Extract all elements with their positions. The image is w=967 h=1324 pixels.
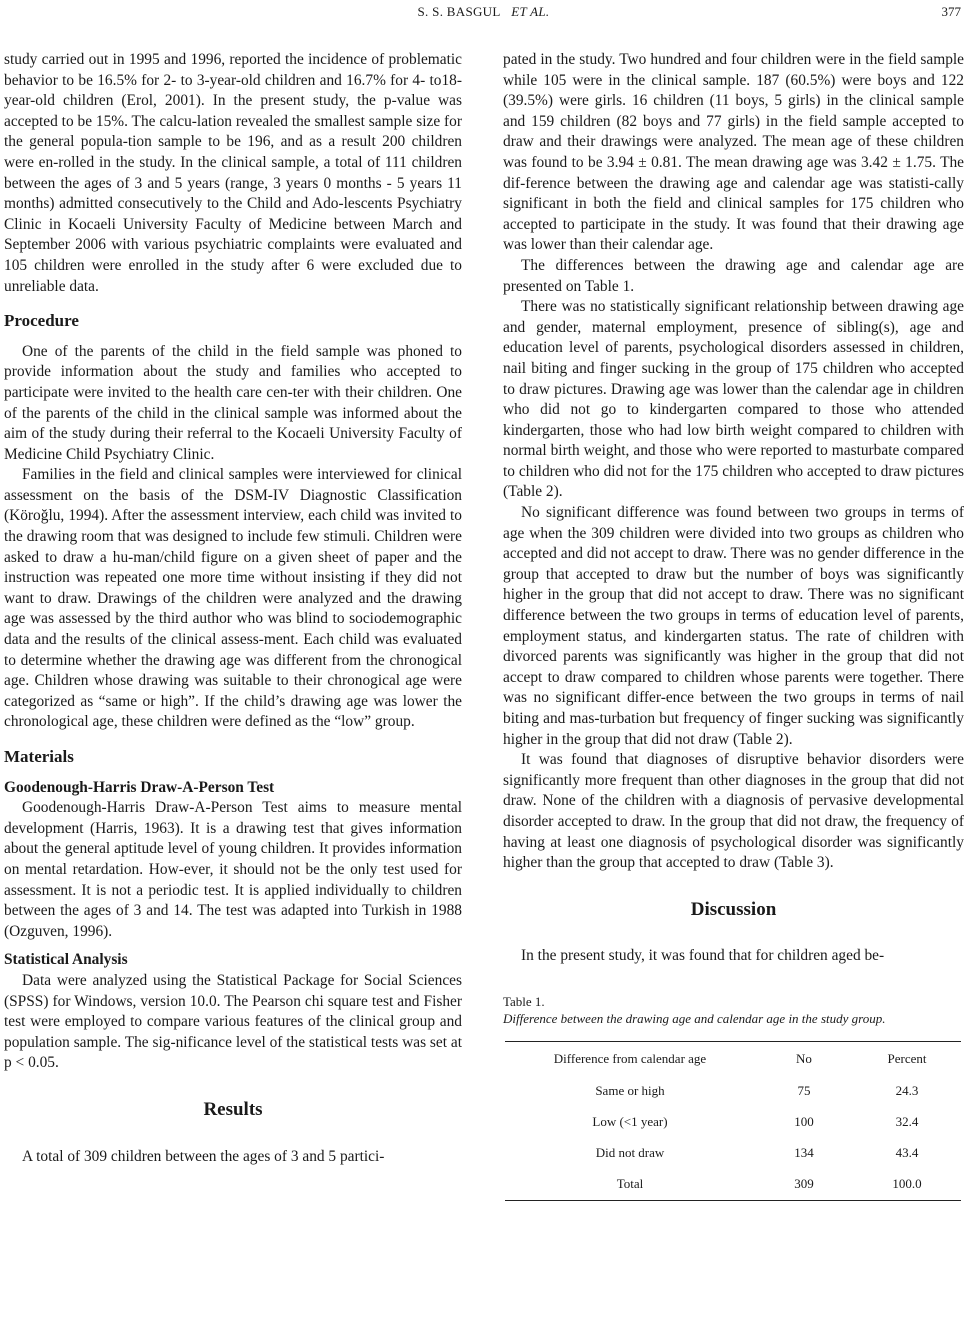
running-head-etal: ET AL. (511, 4, 550, 19)
paragraph: Families in the field and clinical samples were interviewed for clinical assessment on the basis of the DSM-IV Diagnostic Classification (Köroğlu, 1994). After the assessment interview, each child was invited to the drawing room that was designed to include few stimuli. Children were asked to draw a hu-man/child figure on a given sheet of paper and the instruction was repeated one more time without insisting if they did not want to draw. Drawings of the children were analyzed and the drawing age was assessed by the third author who was blind to sociodemographic data and the results of the clinical assess-ment. Each child was evaluated to determine whether the drawing age was different from the chronogical age. Children whose drawing was suitable to their chronogical age were categorized as “same or high”. If the child’s drawing age was lower the chronological age, these children were defined as the “low” group. (4, 466, 462, 731)
table-title: Difference between the drawing age and calendar age in the study group. (503, 1010, 886, 1026)
table-caption (503, 993, 964, 1027)
paragraph: Data were analyzed using the Statistical Package for Social Sciences (SPSS) for Windows, version 10.0. The Pearson chi square test and Fisher test were employed to compare various features of the clinical group and population sample. The sig-nificance level of the statistical tests was set at p < 0.05. (4, 971, 462, 1072)
table-cell: 24.3 (895, 1083, 919, 1099)
paragraph: In the present study, it was found that for children aged be- (521, 947, 885, 965)
table-cell: Low (<1 year) (592, 1114, 668, 1130)
table-header-cell: Percent (853, 1041, 961, 1076)
paragraph: study carried out in 1995 and 1996, reported the incidence of problematic behavior to be 16.5% for 2- to 3-year-old children and 16.7% for 4- to18-year-old children (Erol, 2001). In the present study, the p-value was accepted to be 15%. The calcu-lation revealed the smallest sample size for the general popula-tion sample to be 196, and as a result 200 children were en-rolled in the study. In the clinical sample, a total of 111 children between the ages of 3 and 5 years (range, 3 years 0 months - 5 years 11 months) admitted consecutively to the Child and Ado-lescents Psychiatry Clinic in Kocaeli University Faculty of Medicine between March and September 2006 with various psychiatric complaints were evaluated and 105 children were enrolled in the study after 6 were excluded due to unreliable data. (4, 51, 462, 295)
table-cell: 100 (794, 1114, 814, 1130)
section-heading-materials: Materials (4, 747, 74, 766)
table-cell: 43.4 (895, 1145, 919, 1161)
paragraph: There was no statistically significant relationship between drawing age and gender, maternal employment, presence of sibling(s), age and education level of parents, psychological disorders assessed in children, nail biting and finger sucking in the group of 175 children who accepted to draw pictures. Drawing age was lower than the calendar age in children who did not go to kindergarten compared to those who attended kindergarten, those who had low birth weight compared to children with normal birth weight, and those who were reported to masturbate compared to children who did not for the 175 children who accepted to draw pictures (Table 2). (503, 298, 964, 501)
table-header-cell: No (755, 1041, 853, 1076)
table-cell: 309 (755, 1169, 853, 1201)
table-cell: 134 (794, 1145, 814, 1161)
paragraph: The differences between the drawing age and calendar age are presented on Table 1. (503, 256, 964, 295)
running-head-authors: S. S. BASGUL (417, 4, 501, 19)
table-cell: Same or high (595, 1083, 665, 1099)
paragraph: No significant difference was found between two groups in terms of age when the 309 children were divided into two groups as children who accepted and did not accept to draw. There was no gender difference in the group that accepted to draw but the number of boys was significantly higher in the group that did not accept to draw. There was no significant difference between the two groups in terms of education level of parents, employment status, and kindergarten status. The rate of children with divorced parents was significantly was higher in the group that did not accept to draw compared to children whose parents were together. There was no significant differ-ence between the two groups in terms of nail biting and mas-turbation but frequency of finger sucking was significantly higher in the group that did not draw (Table 2). (503, 504, 964, 748)
table-cell: Total (505, 1169, 755, 1201)
table-cell: Did not draw (595, 1145, 665, 1161)
table-header-row (505, 1041, 961, 1076)
page-number: 377 (941, 4, 961, 19)
section-heading-results: Results (203, 1098, 263, 1120)
subsection-heading-goodenough: Goodenough-Harris Draw-A-Person Test (4, 778, 275, 796)
table-cell: 32.4 (895, 1114, 919, 1130)
paragraph: One of the parents of the child in the field sample was phoned to provide information about the study and families who accepted to participate were invited to the health care cen-ter with their children. One of the parents of the child in the clinical sample was informed about the aim of the study during their referral to the Kocaeli University Faculty of Medicine Child Psychiatry Clinic. (4, 342, 462, 463)
paragraph: A total of 309 children between the ages of 3 and 5 partici- (22, 1147, 385, 1165)
data-table (505, 1041, 961, 1201)
left-column (4, 50, 462, 1167)
paragraph: Goodenough-Harris Draw-A-Person Test aims to measure mental development (Harris, 1963). It is a drawing test that gives information about the general aptitude level of young children. It provides information on mental retardation. How-ever, it should not be the only test used for assessment. It is not a periodic test. It is applied individually to children between the ages of 3 and 14. The test was adapted into Turkish in 1988 (Ozguven, 1996). (4, 799, 462, 940)
subsection-heading-statistical: Statistical Analysis (4, 951, 128, 969)
paragraph: pated in the study. Two hundred and four children were in the field sample while 105 were in the clinical sample. 187 (60.5%) were boys and 122 (39.5%) were girls. 16 children (11 boys, 5 girls) in the clinical sample and 159 children (82 boys and 77 girls) in the field sample accepted to draw and their drawings were analyzed. The mean age of these children was found to be 3.94 ± 0.81. The mean drawing age was 3.42 ± 1.75. The dif-ference between the drawing age and calendar age was statisti-cally significant in both the field and clinical samples for 175 children who accepted to participate in the study. It was found that their drawing age was lower than their calendar age. (503, 51, 964, 254)
table-row (505, 1076, 961, 1107)
right-column (503, 50, 964, 1201)
table-row (505, 1138, 961, 1169)
paragraph: It was found that diagnoses of disruptive behavior disorders were significantly more frequent than other diagnoses in the group that did not draw. None of the children with a diagnosis of pervasive developmental disorder accepted to draw. In the group that did not draw, the frequency of having at least one diagnosis of psychological disorder was significantly higher than the group that accepted to draw (Table 3). (503, 751, 964, 872)
section-heading-procedure: Procedure (4, 311, 79, 331)
page-header (0, 0, 967, 24)
section-heading-discussion: Discussion (690, 898, 777, 920)
table-cell: 75 (797, 1083, 811, 1099)
running-head (0, 4, 967, 20)
table-row (505, 1169, 961, 1201)
table-row (505, 1107, 961, 1138)
table-cell: 100.0 (853, 1169, 961, 1201)
table-label: Table 1. (503, 993, 545, 1009)
table-header-cell: Difference from calendar age (505, 1041, 755, 1076)
